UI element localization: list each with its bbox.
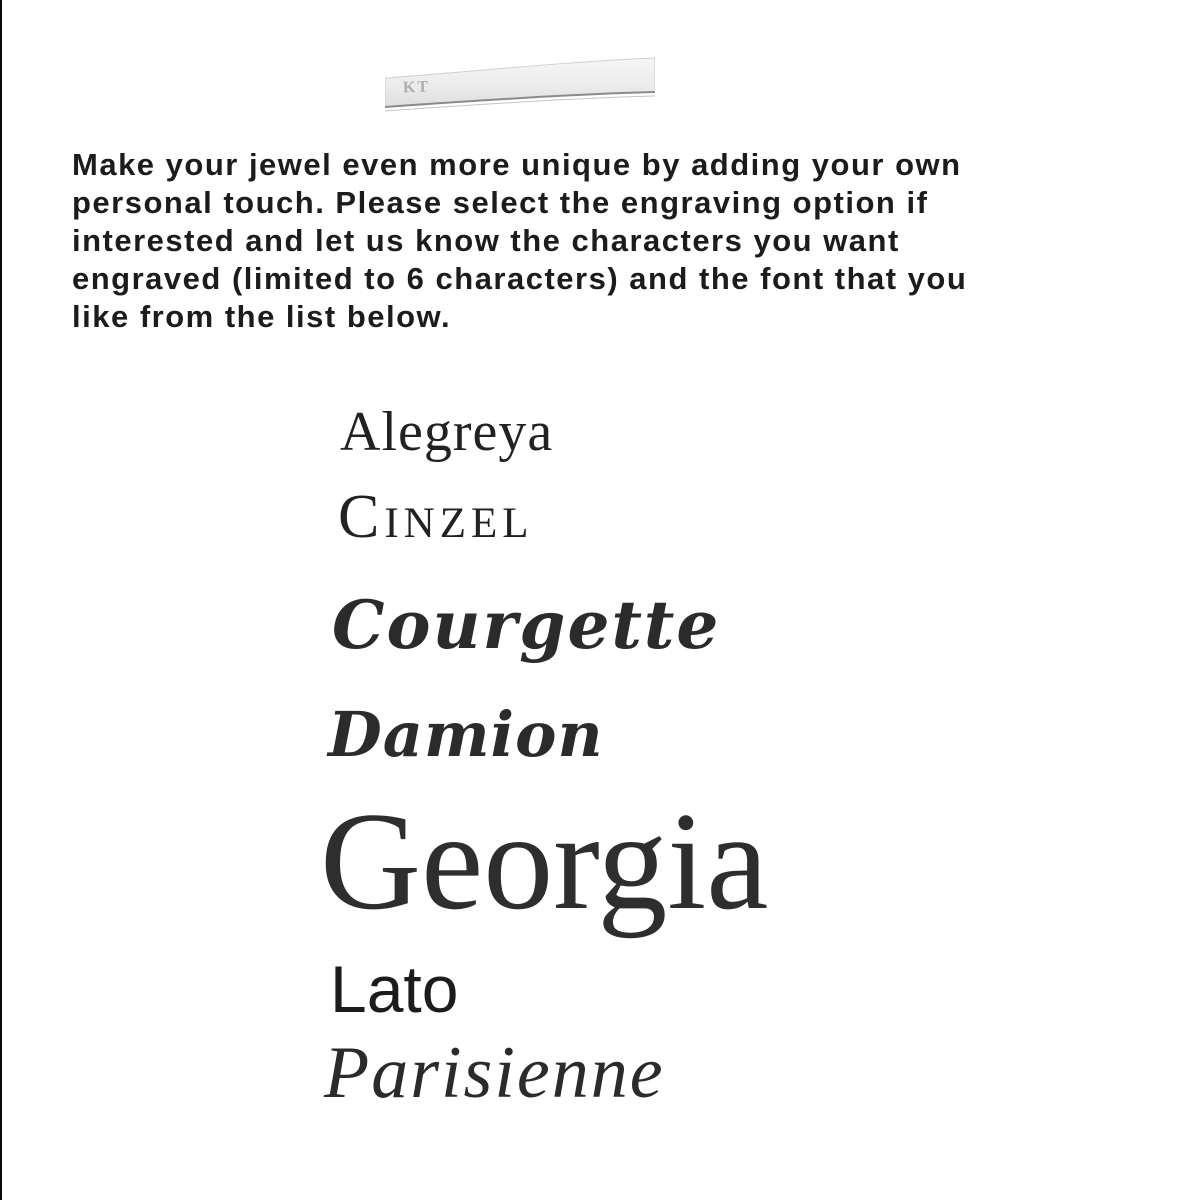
bracelet-engraving-text: KT [402,78,431,97]
left-edge-line [0,0,2,1200]
font-sample-cinzel: Cinzel [338,483,534,551]
font-sample-damion: Damion [328,698,604,771]
font-sample-parisienne: Parisienne [324,1032,665,1114]
intro-line: personal touch. Please select the engraving option if [72,185,929,220]
font-sample-lato: Lato [330,952,459,1026]
intro-paragraph [72,146,1102,336]
font-sample-alegreya: Alegreya [340,401,554,463]
bracelet-image [385,52,655,114]
intro-line: like from the list below. [72,299,452,334]
intro-line: interested and let us know the characters you want [72,223,900,258]
intro-line: Make your jewel even more unique by adding your own [72,147,962,182]
intro-line: engraved (limited to 6 characters) and the font that you [72,261,968,296]
font-sample-georgia: Georgia [320,784,769,939]
font-sample-courgette: Courgette [332,586,721,664]
bracelet-bar-graphic [385,52,655,114]
